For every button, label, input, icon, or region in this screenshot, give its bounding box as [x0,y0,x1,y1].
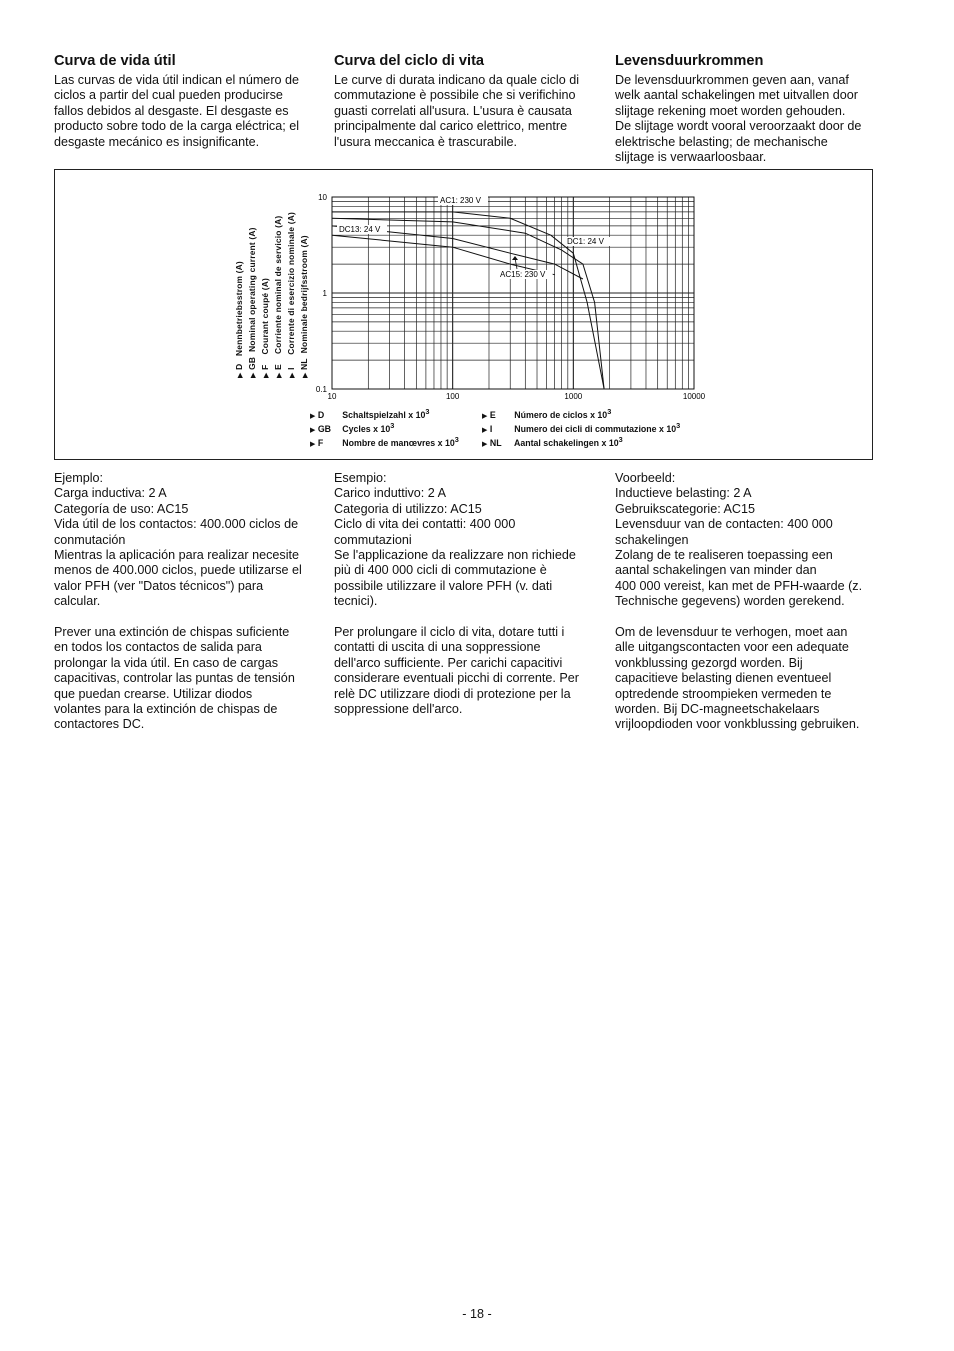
line: producto sobre todo de la carga eléctrica; el [54,119,300,134]
line: principalmente dal carico elettrico, mentre [334,119,568,134]
line: Vida útil de los contactos: 400.000 ciclos de [54,517,299,532]
line: Gebruikscategorie: AC15 [615,501,756,516]
life-curve-chart-box [54,169,873,460]
x-tick-label: 10 [327,392,337,401]
line: Categoría de uso: AC15 [54,501,189,516]
x-axis-label-d: ▶ D Schaltspielzahl x $10^3$ [310,407,430,420]
series-label: AC1: 230 V [440,196,481,205]
heading-es: Curva de vida útil [54,53,176,69]
x-tick-label: 1000 [564,392,583,401]
x-axis-label-gb: ▶ GB Cycles x $10^3$ [310,421,395,434]
line: prolongar la vida útil. En caso de cargas [54,655,279,670]
intro-es [54,73,316,150]
x-axis-label-e: ▶ E Número de ciclos x $10^3$ [482,407,612,420]
heading-it: Curva del ciclo di vita [334,53,485,69]
line: commutazioni [334,532,412,547]
series-label: AC15: 230 V [500,270,546,279]
column-nl-intro [615,53,877,165]
line: elektrische belasting; de mechanische [615,134,828,149]
line: guasti correlati all'usura. L'usura è causata [334,103,572,118]
line: dell'arco sufficiente. Per carichi capacitivi [334,655,563,670]
intro-nl [615,73,877,165]
line: alle uitgangscontacten voor een adequate [615,640,849,655]
line: capacitieve belasting dienen eventueel [615,671,832,686]
x-tick-label: 10000 [682,392,706,401]
x-axis-label-f: ▶ F Nombre de manœvres x $10^3$ [310,435,459,448]
line: conmutación [54,532,126,547]
line: slijtage rekening moet worden gehouden. [615,103,846,118]
advice-es [54,625,316,733]
line: Las curvas de vida útil indican el número de [54,73,300,87]
y-axis-label-d: ▶ D Nennbetriebsstrom (A) [234,261,244,378]
line: aantal schakelingen van minder dan [615,563,817,578]
x-tick-label: 100 [445,392,460,401]
line: Se l'applicazione da realizzare non richiede [334,548,576,563]
ac15-pointer-head [512,256,518,260]
line: en todos los contactos de salida para [54,640,262,655]
y-tick-label: 1 [322,289,327,298]
heading-nl: Levensduurkrommen [615,53,764,69]
line: soppressione dell'arco. [334,702,463,717]
y-axis-label-e: ▶ E Corriente nominal de servicio (A) [273,215,283,378]
line: possibile utilizzare il valore PFH (v. dati [334,578,553,593]
line: Per prolungare il ciclo di vita, dotare tutti i [334,625,565,640]
line: vonkblussing gezorgd worden. Bij [615,655,803,670]
y-axis-label-i: ▶ I Corrente di esercizio nominale (A) [286,212,296,378]
series-line [332,212,604,389]
advice-it [334,625,596,717]
column-it-example [334,471,596,717]
line: Le curve di durata indicano da quale ciclo di [334,73,580,87]
life-curve-chart [55,170,872,459]
y-axis-label-nl: ▶ NL Nominale bedrijfsstroom (A) [299,235,309,378]
y-tick-label: 10 [318,193,327,202]
line: valor PFH (ver "Datos técnicos") para [54,578,264,593]
line: contactores DC. [54,717,145,732]
line: que puedan crearse. Utilizar diodos [54,686,253,701]
line: fallos debidos al desgaste. El desgaste es [54,103,289,118]
line: l'usura meccanica è trascurabile. [334,134,517,149]
y-tick-label: 0.1 [315,385,327,394]
column-it-intro [334,53,596,150]
line: Carico induttivo: 2 A [334,486,447,501]
line: schakelingen [615,532,689,547]
line: Inductieve belasting: 2 A [615,486,752,501]
line: Carga inductiva: 2 A [54,486,167,501]
column-nl-example [615,471,877,733]
column-es-intro [54,53,316,150]
y-axis-label-gb: ▶ GB Nominal operating current (A) [247,227,257,378]
example-es [54,471,316,610]
line: relè DC utilizzare diodi di protezione per la [334,686,571,701]
line: volantes para la extinción de chispas de [54,702,278,717]
line: vrijloopdioden voor vonkblussing gebruiken. [615,717,860,732]
line: Zolang de te realiseren toepassing een [615,548,833,563]
x-axis-label-nl: ▶ NL Aantal schakelingen x $10^3$ [482,435,623,448]
series-line [332,235,555,275]
line: Ejemplo: [54,471,103,485]
series-line [332,218,604,389]
line: Ciclo di vita dei contatti: 400 000 [334,517,516,532]
line: calcular. [54,594,101,609]
line: Prever una extinción de chispas suficiente [54,625,290,640]
line: Om de levensduur te verhogen, moet aan [615,625,848,640]
line: desgaste mecánico es insignificante. [54,134,260,149]
line: più di 400 000 cicli di commutazione è [334,563,547,578]
line: Mientras la aplicación para realizar necesite [54,548,300,563]
line: welk aantal schakelingen met uitvallen door [615,88,858,103]
line: slijtage is verwaarloosbaar. [615,150,767,165]
line: contatti di uscita di una soppressione [334,640,541,655]
line: Categoria di utilizzo: AC15 [334,501,482,516]
line: tecnici). [334,594,378,609]
line: De levensduurkrommen geven aan, vanaf [615,73,849,87]
line: considerare eventuali picchi di corrente. Per [334,671,580,686]
line: Levensduur van de contacten: 400 000 [615,517,833,532]
line: 400 000 vereist, kan met de PFH-waarde (z. [615,578,863,593]
series-label: DC13: 24 V [339,225,381,234]
example-nl [615,471,877,610]
line: menos de 400.000 ciclos, puede utilizarse el [54,563,302,578]
series-label: DC1: 24 V [567,237,604,246]
line: Technische gegevens) worden gerekend. [615,594,845,609]
example-it [334,471,596,610]
line: capacitivas, controlar las puntas de tensión [54,671,295,686]
y-axis-label-f: ▶ F Courant coupé (A) [260,277,270,378]
line: De slijtage wordt vooral veroorzaakt door de [615,119,862,134]
advice-nl [615,625,877,733]
line: commutazione è possibile che si verifichino [334,88,576,103]
x-axis-label-i: ▶ I Numero dei cicli di commutazione x $10^3$ [482,421,681,434]
column-es-example [54,471,316,733]
line: worden. Bij DC-magneetschakelaars [615,702,820,717]
line: Voorbeeld: [615,471,676,485]
page-number: - 18 - [462,1307,492,1321]
line: Esempio: [334,471,387,485]
line: ciclos a partir del cual pueden producirse [54,88,283,103]
intro-it [334,73,596,150]
line: optredende stroompieken vermeden te [615,686,832,701]
